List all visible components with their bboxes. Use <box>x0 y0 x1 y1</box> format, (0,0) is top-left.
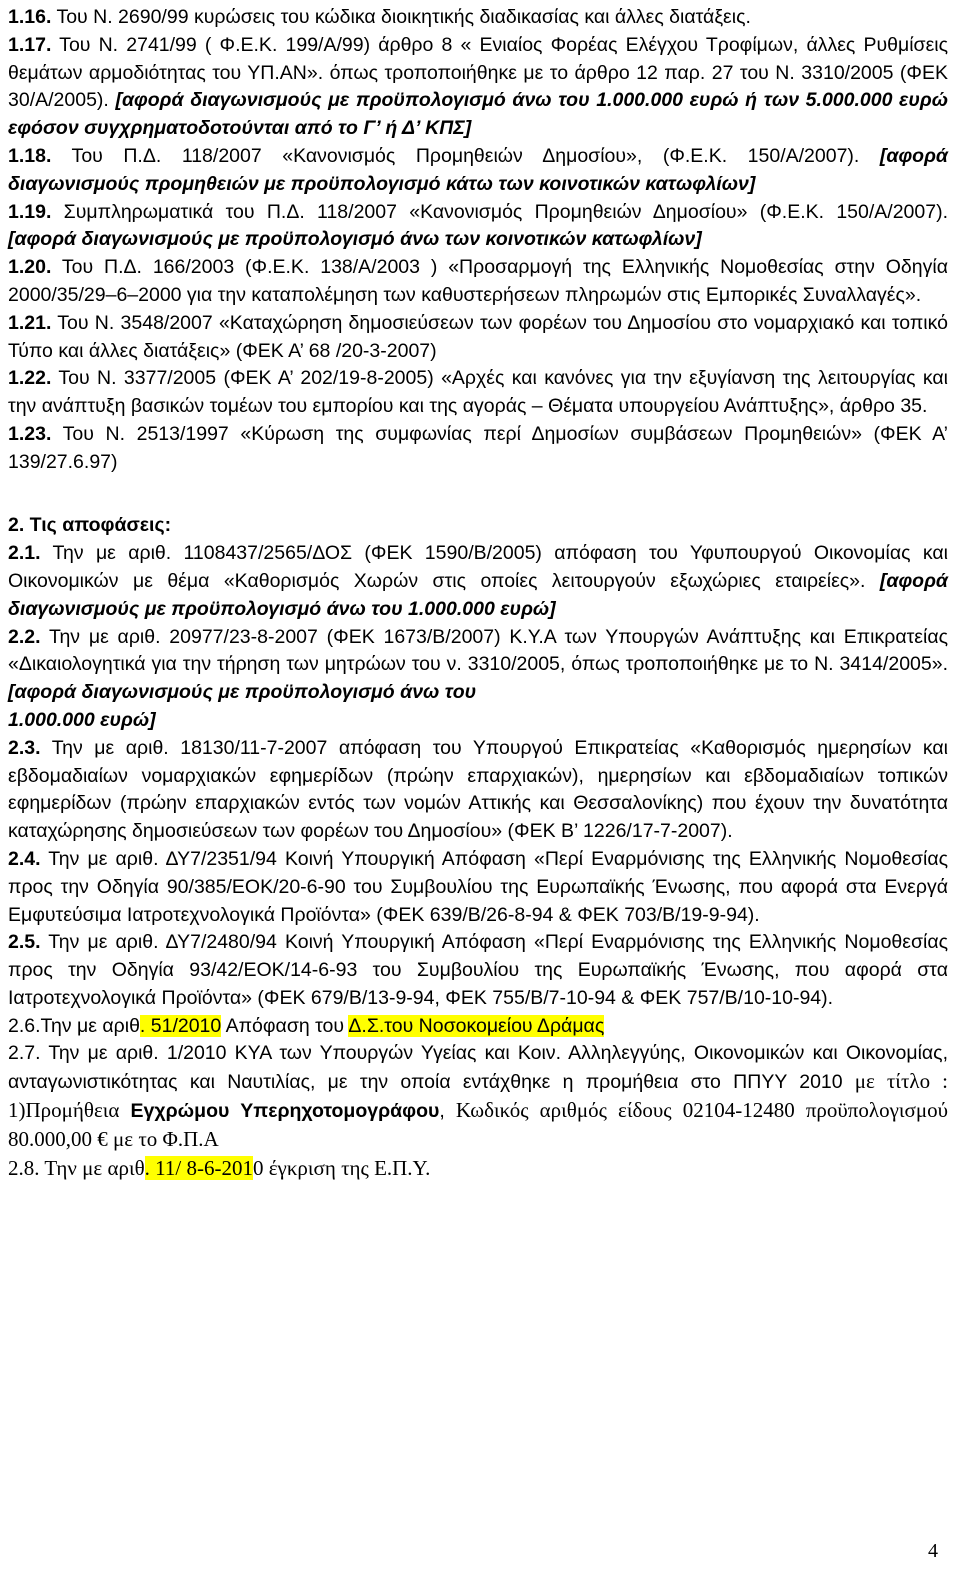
decision-2-5 <box>8 929 948 1012</box>
item-number: 1.18. <box>8 144 52 167</box>
item-1-21 <box>8 310 948 366</box>
document-body <box>8 4 948 1182</box>
item-1-17 <box>8 32 948 143</box>
item-text: Συμπληρωματικά του Π.Δ. 118/2007 «Κανονισμός Προμηθειών Δημοσίου» (Φ.Ε.Κ. 150/Α/2007). <box>51 200 948 223</box>
item-text: Απόφαση του <box>221 1014 349 1037</box>
item-1-23 <box>8 421 948 477</box>
item-number: 2.2. <box>8 625 41 648</box>
spacer <box>8 477 948 505</box>
item-note: [αφορά διαγωνισμούς προμηθειών με προϋπολογισμό κάτω των κοινοτικών κατωφλίων] <box>8 144 948 195</box>
item-note: [αφορά διαγωνισμούς με προϋπολογισμό άνω των κοινοτικών κατωφλίων] <box>8 228 702 251</box>
item-text: Την με αριθ. ΔΥ7/2351/94 Κοινή Υπουργική Απόφαση «Περί Εναρμόνισης της Ελληνικής Νομοθεσίας προς την Οδηγία 90/385/ΕΟΚ/20-6-90 του Συμβουλίου της Ευρωπαϊκής Ένωσης, που αφορά στα Ενεργά Εμφυτεύσιμα Ιατροτεχνολογικά Προϊόντα» (ΦΕΚ 639/Β/26-8-94 & ΦΕΚ 703/Β/19-9-94). <box>8 847 948 926</box>
highlighted-authority: Δ.Σ.του Νοσοκομείου Δράμας <box>348 1014 605 1037</box>
item-1-16 <box>8 4 948 32</box>
page-number: 4 <box>928 1540 938 1562</box>
item-text-serif: Κωδικός αριθμός είδους 02104-12480 προϋπολογισμού 80.000,00 € με το Φ.Π.Α <box>8 1098 948 1151</box>
item-text: Του Ν. 2741/99 ( Φ.Ε.Κ. 199/Α/99) άρθρο 8 « Ενιαίος Φορέας Ελέγχου Τροφίμων, άλλες Ρυθμίσεις θεμάτων αρμοδιότητας του ΥΠ.ΑΝ». όπως τροποποιήθηκε με το άρθρο 12 παρ. 27 του Ν. 3310/2005 (ΦΕΚ 30/Α/2005). <box>8 33 948 112</box>
item-text: Την με αριθ. 20977/23-8-2007 (ΦΕΚ 1673/Β/2007) Κ.Υ.Α των Υπουργών Ανάπτυξης και Επικρατείας «Δικαιολογητικά για την τήρηση των μητρώων του ν. 3310/2005, όπως τροποποιήθηκε με το Ν. 3414/2005». <box>8 625 948 676</box>
item-note: 1.000.000 ευρώ] <box>8 708 156 731</box>
item-number: 2.1. <box>8 542 41 565</box>
item-number: 1.20. <box>8 256 52 279</box>
product-name: Εγχρώμου Υπερηχοτομογράφου <box>130 1100 440 1123</box>
highlighted-number: . 11/ 8-6-201 <box>144 1155 253 1180</box>
item-number: 1.19. <box>8 200 52 223</box>
decision-2-3 <box>8 735 948 846</box>
decision-2-7 <box>8 1040 948 1154</box>
decision-2-4 <box>8 846 948 929</box>
item-note: [αφορά διαγωνισμούς με προϋπολογισμό άνω του <box>8 681 477 704</box>
item-text: 2.6.Την με αριθ <box>8 1014 140 1037</box>
decision-2-8 <box>8 1155 948 1183</box>
item-number: 1.17. <box>8 33 52 56</box>
highlighted-number: . 51/2010 <box>139 1014 222 1037</box>
item-text: Την με αριθ. 18130/11-7-2007 απόφαση του Υπουργού Επικρατείας «Καθορισμός ημερησίων και εβδομαδιαίων νομαρχιακών εφημερίδων (πρώην επαρχιακών), ημερησίων και εβδομαδιαίων τοπικών εφημερίδων (πρώην επαρχιακών εντός των νομών Αττικής και Θεσσαλονίκης) που έχουν την δυνατότητα καταχώρησης δημοσιεύσεων των φορέων του Δημοσίου» (ΦΕΚ Β’ 1226/17-7-2007). <box>8 736 948 843</box>
item-number: 2.5. <box>8 931 41 954</box>
item-1-19 <box>8 199 948 255</box>
item-number: 1.16. <box>8 6 52 28</box>
item-text: Του Π.Δ. 118/2007 «Κανονισμός Προμηθειών Δημοσίου», (Φ.Ε.Κ. 150/Α/2007). <box>51 144 880 167</box>
item-number: 2.4. <box>8 847 41 870</box>
item-number: 1.23. <box>8 422 52 445</box>
item-1-18 <box>8 143 948 199</box>
item-text: 2.8. Την με αριθ <box>8 1155 145 1180</box>
item-number: 2.3. <box>8 736 41 759</box>
item-text: Την με αριθ. 1108437/2565/ΔΟΣ (ΦΕΚ 1590/Β/2005) απόφαση του Υφυπουργού Οικονομίας και Οικονομικών με θέμα «Καθορισμός Χωρών στις οποίες λειτουργούν εξωχώριες εταιρείες». <box>8 542 948 592</box>
item-1-20 <box>8 254 948 310</box>
item-text: Του Π.Δ. 166/2003 (Φ.Ε.Κ. 138/Α/2003 ) «Προσαρμογή της Ελληνικής Νομοθεσίας στην Οδηγία 2000/35/29–6–2000 για την καταπολέμηση των καθυστερήσεων πληρωμών στις Εμπορικές Συναλλαγές». <box>8 256 948 306</box>
decision-2-1 <box>8 540 948 623</box>
item-text: , <box>439 1100 445 1123</box>
item-number: 1.22. <box>8 367 52 390</box>
item-text: Την με αριθ. ΔΥ7/2480/94 Κοινή Υπουργική Απόφαση «Περί Εναρμόνισης της Ελληνικής Νομοθεσίας προς την Οδηγία 93/42/ΕΟΚ/14-6-93 του Συμβουλίου της Ευρωπαϊκής Ένωσης, που αφορά στα Ιατροτεχνολογικά Προϊόντα» (ΦΕΚ 679/Β/13-9-94, ΦΕΚ 755/Β/7-10-94 & ΦΕΚ 757/Β/10-10-94). <box>8 931 948 1009</box>
item-text: Του Ν. 2513/1997 «Κύρωση της συμφωνίας περί Δημοσίων συμβάσεων Προμηθειών» (ΦΕΚ Α’ 139/27.6.97) <box>8 422 948 473</box>
decision-2-6 <box>8 1013 948 1041</box>
item-number: 1.21. <box>8 311 52 334</box>
item-text: Του Ν. 3377/2005 (ΦΕΚ Α’ 202/19-8-2005) «Αρχές και κανόνες για την εξυγίανση της λειτουργίας και την ανάπτυξη βασικών τομέων του εμπορίου και της αγοράς – Θέματα υπουργείου Ανάπτυξης», άρθρο 35. <box>8 367 948 418</box>
item-text: 2.7. Την με αριθ. 1/2010 ΚΥΑ των Υπουργών Υγείας και Κοιν. Αλληλεγγύης, Οικονομικών και Οικονομίας, ανταγωνιστικότητας και Ναυτιλίας, με την οποία εντάχθηκε η προμήθεια στο ΠΠΥΥ 2010 <box>8 1042 948 1094</box>
item-text: 0 έγκριση της Ε.Π.Υ. <box>252 1155 431 1180</box>
item-text-serif: με τίτλο : 1)Προμήθεια <box>8 1069 948 1123</box>
item-1-22 <box>8 365 948 421</box>
item-note: [αφορά διαγωνισμούς με προϋπολογισμό άνω του 1.000.000 ευρώ] <box>8 569 948 620</box>
item-text: Του Ν. 2690/99 κυρώσεις του κώδικα διοικητικής διαδικασίας και άλλες διατάξεις. <box>51 6 751 28</box>
section-2-title: 2. Τις αποφάσεις: <box>8 514 172 537</box>
item-text: Του Ν. 3548/2007 «Καταχώρηση δημοσιεύσεων των φορέων του Δημοσίου στο νομαρχιακό και τοπικό Τύπο και άλλες διατάξεις» (ΦΕΚ Α’ 68 /20-3-2007) <box>8 311 948 362</box>
item-note: [αφορά διαγωνισμούς με προϋπολογισμό άνω του 1.000.000 ευρώ ή των 5.000.000 ευρώ εφόσον συγχρηματοδοτούνται από το Γ’ ή Δ’ ΚΠΣ] <box>8 89 948 140</box>
decision-2-2 <box>8 624 948 735</box>
